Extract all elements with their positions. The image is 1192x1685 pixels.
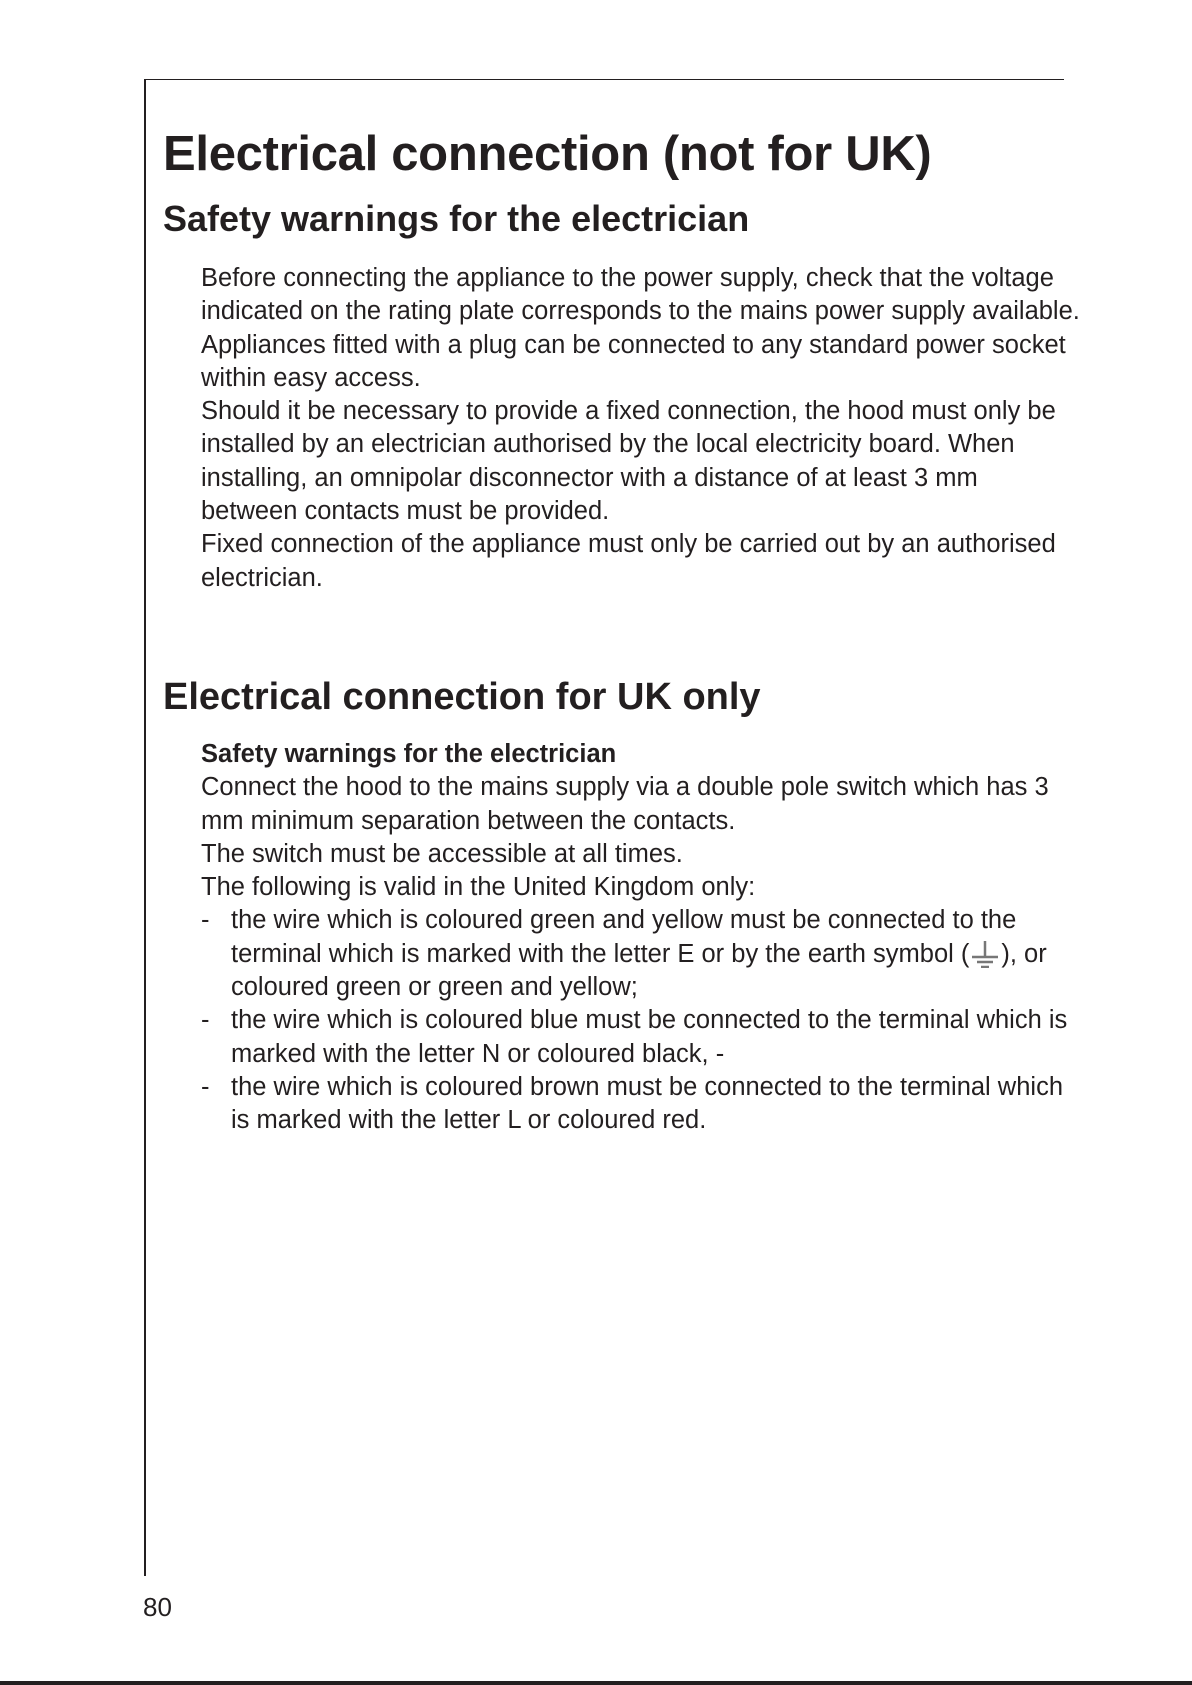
paragraph-authorised-electrician: Fixed connection of the appliance must only be carried out by an authorised electrician. <box>201 530 1056 592</box>
section-body-not-uk <box>201 262 1081 595</box>
list-dash: - <box>201 1006 210 1035</box>
list-dash: - <box>201 906 210 935</box>
list-item-blue-wire <box>201 1004 1081 1071</box>
paragraph-double-pole-switch: Connect the hood to the mains supply via a double pole switch which has 3 mm minimum separation between the contacts. <box>201 773 1049 835</box>
list-text: the wire which is coloured blue must be connected to the terminal which is marked with the letter N or coloured black, - <box>231 1006 1068 1068</box>
section-subtitle-uk: Safety warnings for the electrician <box>201 740 617 768</box>
bottom-edge-band <box>0 1681 1192 1685</box>
paragraph-fixed-connection: Should it be necessary to provide a fixed connection, the hood must only be installed by an electrician authorised by the local electricity board. When installing, an omnipolar disconnector with a distance of at least 3 mm between contacts must be provided. <box>201 397 1056 526</box>
section-subtitle-not-uk: Safety warnings for the electrician <box>163 198 750 239</box>
earth-symbol-icon <box>969 940 1001 968</box>
list-text: ), or coloured green or green and yellow; <box>231 939 1047 1002</box>
page-number: 80 <box>143 1592 172 1622</box>
list-text: the wire which is coloured brown must be connected to the terminal which is marked with the letter L or coloured red. <box>231 1072 1063 1135</box>
list-text: the wire which is coloured green and yellow must be connected to the terminal which is marked with the letter E or by the earth symbol ( <box>231 906 1017 968</box>
list-item-green-yellow-wire <box>201 904 1081 1004</box>
list-dash: - <box>201 1072 210 1101</box>
section-body-uk <box>201 738 1081 1138</box>
wiring-list <box>201 904 1081 1137</box>
section-title-not-uk: Electrical connection (not for UK) <box>163 127 932 181</box>
section-title-uk: Electrical connection for UK only <box>163 676 761 718</box>
left-margin-rule <box>144 79 146 1576</box>
paragraph-voltage-check: Before connecting the appliance to the power supply, check that the voltage indicated on the rating plate corresponds to the mains power supply available. Appliances fitted with a plug can be connected to any standard power socket within easy access. <box>201 264 1080 392</box>
list-item-brown-wire <box>201 1071 1081 1138</box>
paragraph-switch-accessible: The switch must be accessible at all times. <box>201 839 683 868</box>
top-rule <box>145 79 1064 80</box>
paragraph-uk-valid: The following is valid in the United Kingdom only: <box>201 873 756 902</box>
